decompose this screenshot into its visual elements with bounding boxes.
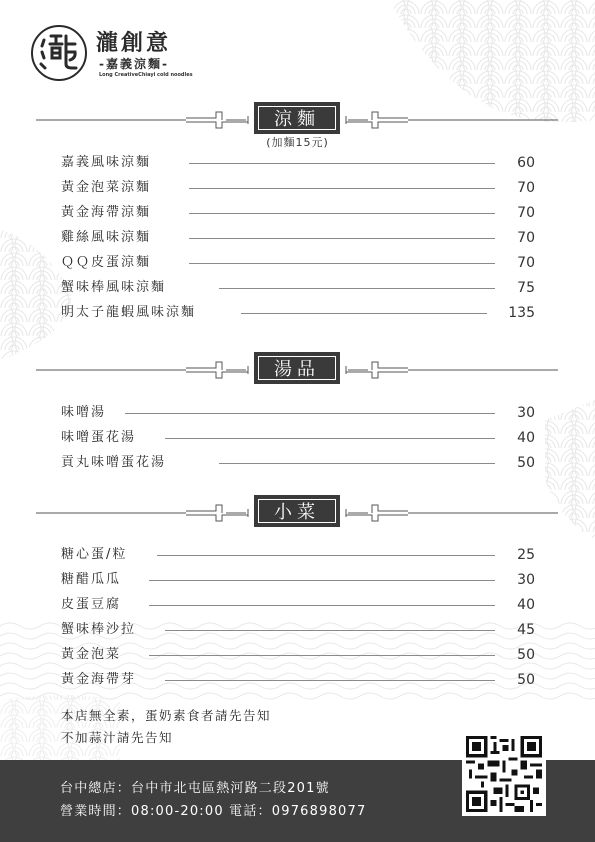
menu-item xyxy=(61,254,535,272)
item-name: 蟹味棒風味涼麵 xyxy=(61,280,167,295)
item-price: 30 xyxy=(517,572,535,588)
item-price: 60 xyxy=(517,155,535,171)
menu-item xyxy=(61,646,535,664)
leader-line xyxy=(165,680,495,681)
item-name: 雞絲風味涼麵 xyxy=(61,230,152,245)
brand-subtitle: -嘉義涼麵- xyxy=(99,57,169,71)
item-name: 黃金泡菜涼麵 xyxy=(61,180,152,195)
section-title: 湯品 xyxy=(254,352,340,384)
menu-item xyxy=(61,179,535,197)
menu-item xyxy=(61,671,535,689)
leader-line xyxy=(149,605,495,606)
leader-line xyxy=(189,163,495,164)
item-name: 貢丸味噌蛋花湯 xyxy=(61,455,167,470)
menu-item xyxy=(61,621,535,639)
item-price: 50 xyxy=(517,647,535,663)
item-name: 黃金海帶芽 xyxy=(61,672,137,687)
item-name: 蟹味棒沙拉 xyxy=(61,622,137,637)
leader-line xyxy=(189,188,495,189)
leader-line xyxy=(219,463,495,464)
leader-line xyxy=(125,413,495,414)
leader-line xyxy=(149,580,495,581)
dragon-seal-logo-icon xyxy=(30,24,88,82)
item-name: 嘉義風味涼麵 xyxy=(61,155,152,170)
menu-item xyxy=(61,429,535,447)
brand-tagline: Long CreativeChiayi cold noodles xyxy=(99,72,193,78)
menu-item xyxy=(61,454,535,472)
store-address: 台中總店：台中市北屯區熱河路二段201號 xyxy=(60,781,330,796)
item-price: 70 xyxy=(517,205,535,221)
menu-item xyxy=(61,404,535,422)
leader-line xyxy=(219,288,495,289)
item-price: 135 xyxy=(508,305,535,321)
section-title: 涼麵 xyxy=(254,102,340,134)
item-name: 明太子龍蝦風味涼麵 xyxy=(61,305,197,320)
menu-item xyxy=(61,279,535,297)
leader-line xyxy=(149,655,495,656)
item-price: 70 xyxy=(517,180,535,196)
leader-line xyxy=(157,555,495,556)
item-price: 70 xyxy=(517,230,535,246)
item-name: 味噌湯 xyxy=(61,405,107,420)
menu-item xyxy=(61,546,535,564)
menu-item xyxy=(61,304,535,322)
leader-line xyxy=(241,313,487,314)
menu-item xyxy=(61,571,535,589)
item-price: 25 xyxy=(517,547,535,563)
item-price: 45 xyxy=(517,622,535,638)
item-price: 75 xyxy=(517,280,535,296)
item-price: 40 xyxy=(517,430,535,446)
qr-code-icon[interactable] xyxy=(462,732,546,816)
menu-item xyxy=(61,229,535,247)
item-name: 味噌蛋花湯 xyxy=(61,430,137,445)
item-name: 皮蛋豆腐 xyxy=(61,597,122,612)
menu-item xyxy=(61,596,535,614)
item-name: 黃金泡菜 xyxy=(61,647,122,662)
leader-line xyxy=(189,238,495,239)
item-name: 黃金海帶涼麵 xyxy=(61,205,152,220)
item-price: 40 xyxy=(517,597,535,613)
item-price: 70 xyxy=(517,255,535,271)
item-price: 50 xyxy=(517,672,535,688)
leader-line xyxy=(165,438,495,439)
qr-pattern xyxy=(466,736,542,812)
section-header-sides xyxy=(36,489,558,533)
item-price: 50 xyxy=(517,455,535,471)
menu-item xyxy=(61,204,535,222)
leader-line xyxy=(165,630,495,631)
section-title: 小菜 xyxy=(254,495,340,527)
menu-item xyxy=(61,154,535,172)
extra-noodle-note: (加麵15元) xyxy=(266,136,329,149)
business-hours-phone: 營業時間：08:00-20:00 電話：0976898077 xyxy=(60,804,367,819)
item-name: ＱＱ皮蛋涼麵 xyxy=(61,255,152,270)
brand-name: 瀧創意 xyxy=(96,31,172,56)
garlic-note: 不加蒜汁請先告知 xyxy=(61,730,174,745)
item-name: 糖心蛋/粒 xyxy=(61,547,128,562)
section-header-soups xyxy=(36,346,558,390)
leader-line xyxy=(189,213,495,214)
item-price: 30 xyxy=(517,405,535,421)
leader-line xyxy=(189,263,495,264)
item-name: 糖醋瓜瓜 xyxy=(61,572,122,587)
dietary-note: 本店無全素，蛋奶素食者請先告知 xyxy=(61,708,272,723)
